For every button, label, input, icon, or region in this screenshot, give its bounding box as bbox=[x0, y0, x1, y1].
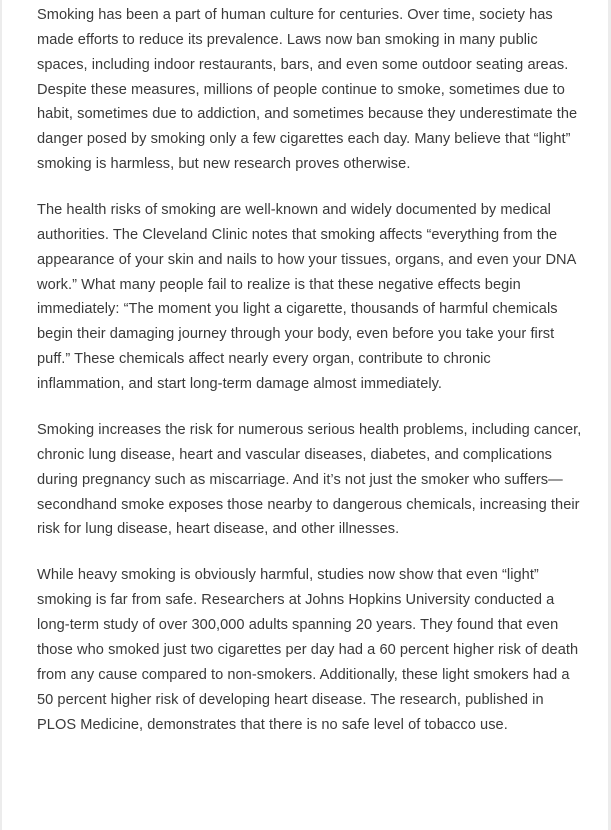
paragraph-health-risks: The health risks of smoking are well-known and widely documented by medical authorities. The Cleveland Clinic notes that smoking affects “everything from the appearance of your skin and nails to how your tissues, organs, and even your DNA work.” What many people fail to realize is that these negative effects begin immediately: “The moment you light a cigarette, thousands of harmful chemicals begin their damaging journey through your body, even before you take your first puff.” These chemicals affect nearly every organ, contribute to chronic inflammation, and start long-term damage almost immediately. bbox=[37, 202, 576, 392]
paragraph-history: Smoking has been a part of human culture for centuries. Over time, society has made efforts to reduce its prevalence. Laws now ban smoking in many public spaces, including indoor restaurants, bars, and even some outdoor seating areas. Despite these measures, millions of people continue to smoke, sometimes due to habit, sometimes due to addiction, and sometimes because they underestimate the danger posed by smoking only a few cigarettes each day. Many believe that “light” smoking is harmless, but new research proves otherwise. bbox=[37, 7, 578, 173]
paragraph-light-smoking-study: While heavy smoking is obviously harmful, studies now show that even “light” smoking is far from safe. Researchers at Johns Hopkins University conducted a long-term study of over 300,000 adults spanning 20 years. They found that even those who smoked just two cigarettes per day had a 60 percent higher risk of death from any cause compared to non-smokers. Additionally, these light smokers had a 50 percent higher risk of developing heart disease. The research, published in PLOS Medicine, demonstrates that there is no safe level of tobacco use. bbox=[37, 567, 579, 733]
article-body bbox=[37, 3, 582, 759]
paragraph-diseases: Smoking increases the risk for numerous serious health problems, including cancer, chronic lung disease, heart and vascular diseases, diabetes, and complications during pregnancy such as miscarriage. And it’s not just the smoker who suffers—secondhand smoke exposes those nearby to dangerous chemicals, increasing their risk for lung disease, heart disease, and other illnesses. bbox=[37, 422, 582, 538]
